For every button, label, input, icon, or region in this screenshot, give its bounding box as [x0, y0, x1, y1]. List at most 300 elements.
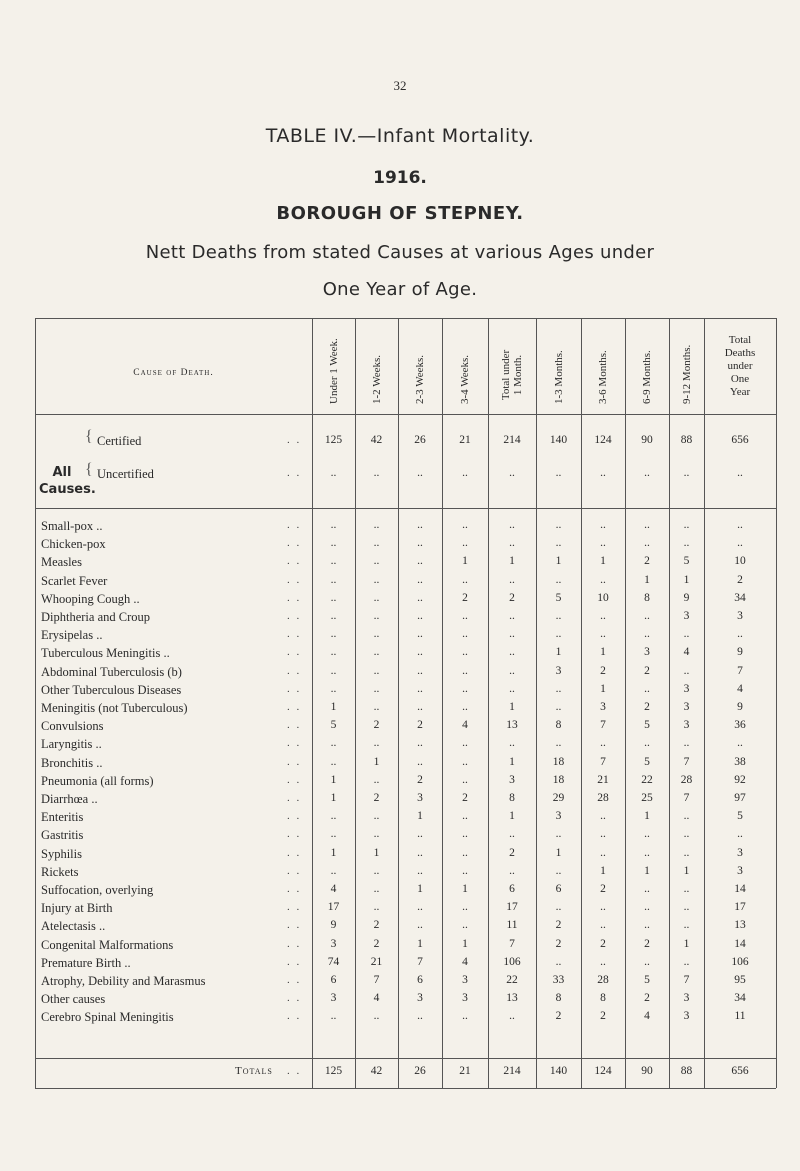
cause-row-cell: ..: [683, 519, 690, 531]
cause-row-cell: ..: [417, 628, 423, 641]
cause-row-cell: 95: [734, 974, 746, 986]
all-causes-divider: [35, 508, 776, 509]
cause-label: Laryngitis ..: [41, 737, 102, 752]
cause-row-cell: ..: [683, 810, 690, 823]
leader-dots: . .: [287, 664, 302, 677]
column-header: 6-9 Months.: [641, 350, 653, 404]
cause-row-cell: ..: [509, 537, 515, 550]
cause-row-cell: 8: [600, 992, 606, 1005]
cause-row-cell: 3: [737, 846, 743, 859]
cause-row-cell: ..: [417, 591, 423, 604]
cause-row-cell: 25: [641, 792, 653, 804]
cause-row-cell: ..: [373, 537, 380, 550]
cause-row-cell: ..: [600, 573, 606, 586]
all-causes-row-cell: ..: [330, 467, 337, 479]
cause-row-cell: 3: [417, 992, 423, 1005]
cause-label: Convulsions: [41, 719, 104, 734]
cause-row-cell: ..: [509, 628, 515, 641]
cause-row-cell: 7: [373, 974, 380, 986]
cause-row-cell: 1: [462, 555, 468, 568]
column-header: 1-2 Weeks.: [370, 354, 383, 404]
cause-row-cell: 1: [330, 792, 337, 804]
cause-row-cell: 4: [462, 955, 468, 968]
cause-label: Measles: [41, 555, 82, 570]
cause-label: Erysipelas ..: [41, 628, 103, 643]
total-header-line: Deaths: [724, 347, 756, 359]
cause-row-cell: 3: [683, 992, 690, 1005]
cause-row-cell: 3: [683, 1010, 690, 1023]
cause-row-cell: ..: [417, 519, 423, 531]
cause-label: Other Tuberculous Diseases: [41, 682, 182, 697]
cause-row-cell: ..: [600, 519, 606, 531]
cause-row-cell: 3: [509, 773, 515, 786]
cause-row-cell: 22: [641, 773, 653, 786]
cause-row-cell: ..: [683, 901, 690, 914]
cause-row-cell: 5: [737, 810, 743, 823]
cause-row-cell: ..: [600, 828, 606, 841]
cause-row-cell: 5: [644, 755, 650, 768]
cause-row-cell: ..: [555, 628, 562, 641]
leader-dots: . .: [287, 646, 302, 659]
cause-row-cell: 2: [509, 846, 515, 859]
cause-row-cell: 7: [417, 955, 423, 968]
cause-row-cell: 28: [597, 974, 609, 986]
cause-row-cell: ..: [555, 701, 562, 713]
cause-row-cell: 17: [734, 901, 746, 914]
cause-row-cell: ..: [330, 646, 337, 659]
all-causes-row-cell: 214: [503, 434, 521, 446]
cause-row-cell: ..: [330, 628, 337, 641]
cause-row-cell: 1: [683, 864, 690, 877]
cause-row-cell: ..: [462, 610, 468, 622]
cause-row-cell: ..: [330, 537, 337, 550]
cause-row-cell: 1: [644, 810, 650, 823]
cause-row-cell: 9: [683, 591, 690, 604]
totals-divider: [35, 1058, 776, 1059]
cause-label: Enteritis: [41, 810, 84, 825]
cause-row-cell: ..: [683, 828, 690, 841]
cause-label: Cerebro Spinal Meningitis: [41, 1010, 174, 1025]
all-causes-row-cell: ..: [373, 467, 380, 479]
cause-row-cell: ..: [330, 682, 337, 695]
cause-row-cell: ..: [644, 846, 650, 859]
cause-row-cell: ..: [373, 628, 380, 641]
cause-row-cell: ..: [417, 919, 423, 932]
cause-row-cell: 33: [552, 974, 565, 986]
cause-row-cell: 1: [555, 646, 562, 659]
cause-row-cell: ..: [462, 701, 468, 713]
cause-row-cell: 4: [737, 682, 743, 695]
cause-row-cell: ..: [373, 883, 380, 895]
cause-row-cell: ..: [330, 828, 337, 841]
cause-row-cell: 1: [600, 682, 606, 695]
leader-dots: . .: [287, 773, 302, 786]
totals-row-cell: 42: [370, 1065, 383, 1077]
leader-dots: . .: [287, 937, 302, 950]
cause-row-cell: ..: [555, 864, 562, 877]
all-causes-row-cell: 656: [731, 434, 749, 446]
cause-row-cell: 14: [734, 883, 746, 895]
leader-dots: . .: [287, 755, 302, 768]
cause-row-cell: ..: [373, 828, 380, 841]
cause-row-cell: ..: [417, 646, 423, 659]
cause-row-cell: 10: [597, 591, 609, 604]
cause-label: Gastritis: [41, 828, 84, 843]
cause-label: Whooping Cough ..: [41, 591, 140, 606]
cause-row-cell: 106: [503, 955, 521, 968]
leader-dots: . .: [287, 537, 302, 550]
cause-row-cell: 18: [552, 773, 565, 786]
cause-row-cell: 1: [600, 646, 606, 659]
all-causes-label: [39, 464, 96, 498]
cause-row-cell: 1: [600, 864, 606, 877]
cause-row-cell: ..: [644, 955, 650, 968]
cause-label: Other causes: [41, 992, 106, 1007]
cause-row-cell: ..: [509, 519, 515, 531]
totals-row-cell: 214: [503, 1065, 521, 1077]
cause-row-cell: 7: [683, 755, 690, 768]
cause-row-cell: 8: [555, 992, 562, 1005]
cause-row-cell: 1: [509, 555, 515, 568]
cause-row-cell: ..: [373, 701, 380, 713]
cause-row-cell: 97: [734, 792, 746, 804]
leader-dots: . .: [287, 974, 302, 986]
leader-dots: . .: [287, 467, 302, 479]
leader-dots: . .: [287, 1065, 302, 1077]
cause-row-cell: ..: [683, 919, 690, 932]
cause-row-cell: 13: [734, 919, 746, 932]
cause-row-cell: ..: [737, 828, 743, 841]
cause-row-cell: ..: [600, 737, 606, 750]
cause-row-cell: ..: [462, 773, 468, 786]
table-border-left: [35, 318, 36, 1088]
brace-icon: {: [85, 428, 93, 445]
cause-row-cell: 1: [555, 846, 562, 859]
cause-row-cell: ..: [555, 573, 562, 586]
cause-row-cell: 1: [373, 755, 380, 768]
all-causes-row-cell: 42: [370, 434, 383, 446]
leader-dots: . .: [287, 828, 302, 841]
cause-row-cell: 3: [737, 864, 743, 877]
cause-row-cell: 9: [737, 701, 743, 713]
cause-row-cell: 106: [731, 955, 749, 968]
cause-row-cell: 2: [417, 719, 423, 732]
cause-row-cell: 4: [462, 719, 468, 732]
total-header-line: Total: [728, 334, 752, 346]
cause-row-cell: ..: [555, 828, 562, 841]
leader-dots: . .: [287, 682, 302, 695]
leader-dots: . .: [287, 792, 302, 804]
cause-row-cell: 21: [370, 955, 383, 968]
cause-row-cell: 3: [417, 792, 423, 804]
cause-label: Atelectasis ..: [41, 919, 106, 934]
cause-row-cell: ..: [462, 682, 468, 695]
cause-row-cell: ..: [373, 1010, 380, 1023]
all-causes-word: All: [52, 465, 72, 480]
cause-row-cell: ..: [417, 1010, 423, 1023]
all-causes-row-label: Uncertified: [97, 467, 154, 481]
leader-dots: . .: [287, 591, 302, 604]
cause-label: Injury at Birth: [41, 901, 113, 916]
cause-row-cell: ..: [373, 646, 380, 659]
cause-row-cell: ..: [373, 810, 380, 823]
cause-row-cell: ..: [509, 664, 515, 677]
cause-row-cell: ..: [330, 573, 337, 586]
cause-row-cell: ..: [373, 519, 380, 531]
leader-dots: . .: [287, 737, 302, 750]
cause-row-cell: ..: [462, 828, 468, 841]
cause-row-cell: 2: [644, 664, 650, 677]
cause-row-cell: 5: [644, 974, 650, 986]
cause-row-cell: ..: [462, 901, 468, 914]
cause-row-cell: 1: [330, 773, 337, 786]
column-header: Total under 1 Month.: [500, 349, 524, 401]
cause-label: Suffocation, overlying: [41, 883, 154, 897]
cause-row-cell: 1: [330, 701, 337, 713]
cause-row-cell: ..: [417, 755, 423, 768]
cause-row-cell: 34: [734, 591, 746, 604]
cause-row-cell: ..: [509, 864, 515, 877]
cause-row-cell: 6: [330, 974, 337, 986]
total-header-line: Year: [729, 386, 751, 398]
cause-row-cell: ..: [417, 664, 423, 677]
cause-row-cell: 11: [734, 1010, 746, 1023]
cause-row-cell: ..: [683, 846, 690, 859]
cause-row-cell: ..: [644, 610, 650, 622]
cause-label: Diphtheria and Croup: [41, 610, 151, 624]
cause-label: Meningitis (not Tuberculous): [41, 701, 188, 715]
cause-row-cell: ..: [373, 864, 380, 877]
all-causes-row-cell: 140: [549, 434, 568, 446]
cause-row-cell: 4: [373, 992, 380, 1005]
cause-label: Pneumonia (all forms): [41, 773, 154, 788]
cause-row-cell: ..: [330, 555, 337, 568]
cause-row-cell: ..: [373, 573, 380, 586]
cause-row-cell: 2: [373, 937, 380, 950]
leader-dots: . .: [287, 846, 302, 859]
cause-row-cell: ..: [600, 919, 606, 932]
cause-row-cell: 22: [506, 974, 518, 986]
cause-row-cell: 2: [600, 883, 606, 895]
cause-row-cell: 8: [509, 792, 515, 804]
cause-label: Congenital Malformations: [41, 937, 174, 952]
leader-dots: . .: [287, 610, 302, 622]
cause-row-cell: 8: [644, 591, 650, 604]
all-causes-row-cell: ..: [462, 467, 468, 479]
cause-row-cell: ..: [644, 682, 650, 695]
all-causes-row-cell: 125: [324, 434, 343, 446]
cause-row-cell: ..: [555, 682, 562, 695]
cause-row-cell: 9: [737, 646, 743, 659]
cause-row-cell: ..: [644, 737, 650, 750]
page-number: 32: [393, 78, 407, 93]
cause-row-cell: ..: [644, 537, 650, 550]
cause-row-cell: 6: [417, 974, 423, 986]
cause-row-cell: ..: [644, 628, 650, 641]
cause-row-cell: ..: [462, 1010, 468, 1023]
cause-row-cell: 38: [734, 755, 746, 768]
cause-row-cell: 3: [600, 701, 606, 713]
cause-label: Atrophy, Debility and Marasmus: [41, 974, 206, 988]
cause-row-cell: ..: [555, 537, 562, 550]
cause-row-cell: 3: [683, 701, 690, 713]
totals-row-cell: 88: [680, 1065, 693, 1077]
cause-row-cell: ..: [462, 628, 468, 641]
cause-row-cell: ..: [509, 646, 515, 659]
cause-row-cell: 5: [555, 591, 562, 604]
cause-row-cell: ..: [462, 864, 468, 877]
cause-row-cell: ..: [373, 737, 380, 750]
leader-dots: . .: [287, 919, 302, 932]
cause-row-cell: ..: [683, 955, 690, 968]
totals-row-cell: 26: [414, 1065, 426, 1077]
cause-row-cell: ..: [683, 664, 690, 677]
totals-row-cell: 656: [731, 1065, 749, 1077]
all-causes-row-cell: 90: [641, 434, 653, 446]
cause-row-cell: 3: [683, 682, 690, 695]
total-header-line: One: [730, 373, 750, 385]
cause-row-cell: ..: [555, 955, 562, 968]
cause-row-cell: 1: [417, 937, 423, 950]
cause-row-cell: ..: [644, 519, 650, 531]
cause-row-cell: 21: [597, 773, 609, 786]
cause-row-cell: ..: [373, 555, 380, 568]
cause-label: Diarrhœa ..: [41, 792, 98, 806]
leader-dots: . .: [287, 719, 302, 732]
cause-row-cell: ..: [737, 628, 743, 641]
leader-dots: . .: [287, 810, 302, 823]
cause-row-cell: 2: [555, 1010, 562, 1023]
cause-row-cell: 2: [417, 773, 423, 786]
column-header: 9-12 Months.: [680, 344, 693, 404]
column-header: 2-3 Weeks.: [414, 354, 426, 404]
cause-row-cell: 6: [509, 883, 515, 895]
cause-row-cell: ..: [737, 519, 743, 531]
cause-row-cell: ..: [330, 864, 337, 877]
cause-row-cell: ..: [737, 537, 743, 550]
cause-row-cell: 7: [683, 974, 690, 986]
subtitle-line-2: One Year of Age.: [322, 279, 478, 300]
cause-row-cell: 2: [644, 937, 650, 950]
leader-dots: . .: [287, 883, 302, 895]
cause-row-cell: 2: [600, 1010, 606, 1023]
cause-row-cell: 13: [506, 992, 518, 1005]
cause-row-cell: ..: [330, 755, 337, 768]
cause-row-cell: ..: [509, 573, 515, 586]
cause-row-cell: ..: [330, 610, 337, 622]
infant-mortality-table: [35, 318, 776, 1088]
cause-row-cell: ..: [509, 610, 515, 622]
cause-row-cell: ..: [462, 755, 468, 768]
cause-label: Bronchitis ..: [41, 755, 103, 770]
cause-row-cell: 7: [600, 755, 606, 768]
leader-dots: . .: [287, 992, 302, 1005]
all-causes-row-cell: ..: [555, 467, 562, 479]
leader-dots: . .: [287, 434, 302, 446]
cause-row-cell: ..: [417, 864, 423, 877]
cause-row-cell: 3: [644, 646, 650, 659]
cause-row-cell: 28: [680, 773, 693, 786]
cause-label: Rickets: [41, 864, 79, 879]
cause-row-cell: 3: [555, 664, 562, 677]
cause-row-cell: 3: [462, 992, 468, 1005]
cause-row-cell: ..: [600, 901, 606, 914]
leader-dots: . .: [287, 901, 302, 914]
cause-row-cell: ..: [737, 737, 743, 750]
column-header: Under 1 Week.: [327, 338, 340, 404]
cause-row-cell: 2: [555, 919, 562, 932]
cause-row-cell: 4: [644, 1010, 650, 1023]
cause-row-cell: ..: [373, 773, 380, 786]
cause-row-cell: ..: [417, 846, 423, 859]
cause-row-cell: ..: [600, 955, 606, 968]
cause-row-cell: 34: [734, 992, 746, 1005]
cause-row-cell: ..: [683, 628, 690, 641]
cause-row-cell: 14: [734, 937, 746, 950]
cause-row-cell: 17: [327, 901, 340, 914]
cause-row-cell: 29: [552, 792, 565, 804]
cause-row-cell: ..: [644, 828, 650, 841]
cause-row-cell: ..: [683, 537, 690, 550]
leader-dots: . .: [287, 573, 302, 586]
cause-row-cell: ..: [462, 664, 468, 677]
all-causes-row-cell: ..: [683, 467, 690, 479]
cause-row-cell: 13: [506, 719, 518, 732]
total-column-header: [704, 334, 776, 399]
cause-row-cell: ..: [462, 810, 468, 823]
all-causes-row-cell: ..: [417, 467, 423, 479]
cause-row-cell: ..: [330, 810, 337, 823]
cause-row-cell: 1: [644, 864, 650, 877]
cause-header: Cause of Death.: [133, 368, 214, 378]
cause-row-cell: 2: [555, 937, 562, 950]
cause-row-cell: ..: [462, 919, 468, 932]
leader-dots: . .: [287, 701, 302, 713]
cause-row-cell: ..: [373, 682, 380, 695]
cause-row-cell: ..: [330, 664, 337, 677]
leader-dots: . .: [287, 555, 302, 568]
cause-row-cell: 1: [644, 573, 650, 586]
cause-row-cell: ..: [462, 846, 468, 859]
cause-row-cell: ..: [600, 628, 606, 641]
leader-dots: . .: [287, 519, 302, 531]
cause-row-cell: ..: [509, 828, 515, 841]
cause-row-cell: ..: [417, 573, 423, 586]
cause-row-cell: 1: [417, 810, 423, 823]
all-causes-row-label: Certified: [97, 434, 142, 448]
cause-row-cell: ..: [683, 883, 690, 895]
cause-row-cell: 4: [683, 646, 690, 659]
cause-label: Chicken-pox: [41, 537, 106, 552]
cause-row-cell: 28: [597, 792, 609, 804]
all-causes-row-cell: ..: [644, 467, 650, 479]
cause-row-cell: ..: [683, 737, 690, 750]
table-border-bottom: [35, 1088, 776, 1089]
cause-row-cell: 1: [509, 810, 515, 823]
borough: BOROUGH OF STEPNEY.: [276, 203, 524, 224]
cause-row-cell: 1: [330, 846, 337, 859]
cause-row-cell: 5: [330, 719, 337, 732]
cause-row-cell: 2: [509, 591, 515, 604]
all-causes-row-cell: 26: [414, 434, 426, 446]
cause-row-cell: 7: [600, 719, 606, 732]
cause-row-cell: 7: [737, 664, 743, 677]
cause-row-cell: 6: [555, 883, 562, 895]
leader-dots: . .: [287, 628, 302, 641]
cause-row-cell: 3: [683, 719, 690, 732]
cause-row-cell: ..: [330, 519, 337, 531]
cause-row-cell: 3: [330, 992, 337, 1005]
